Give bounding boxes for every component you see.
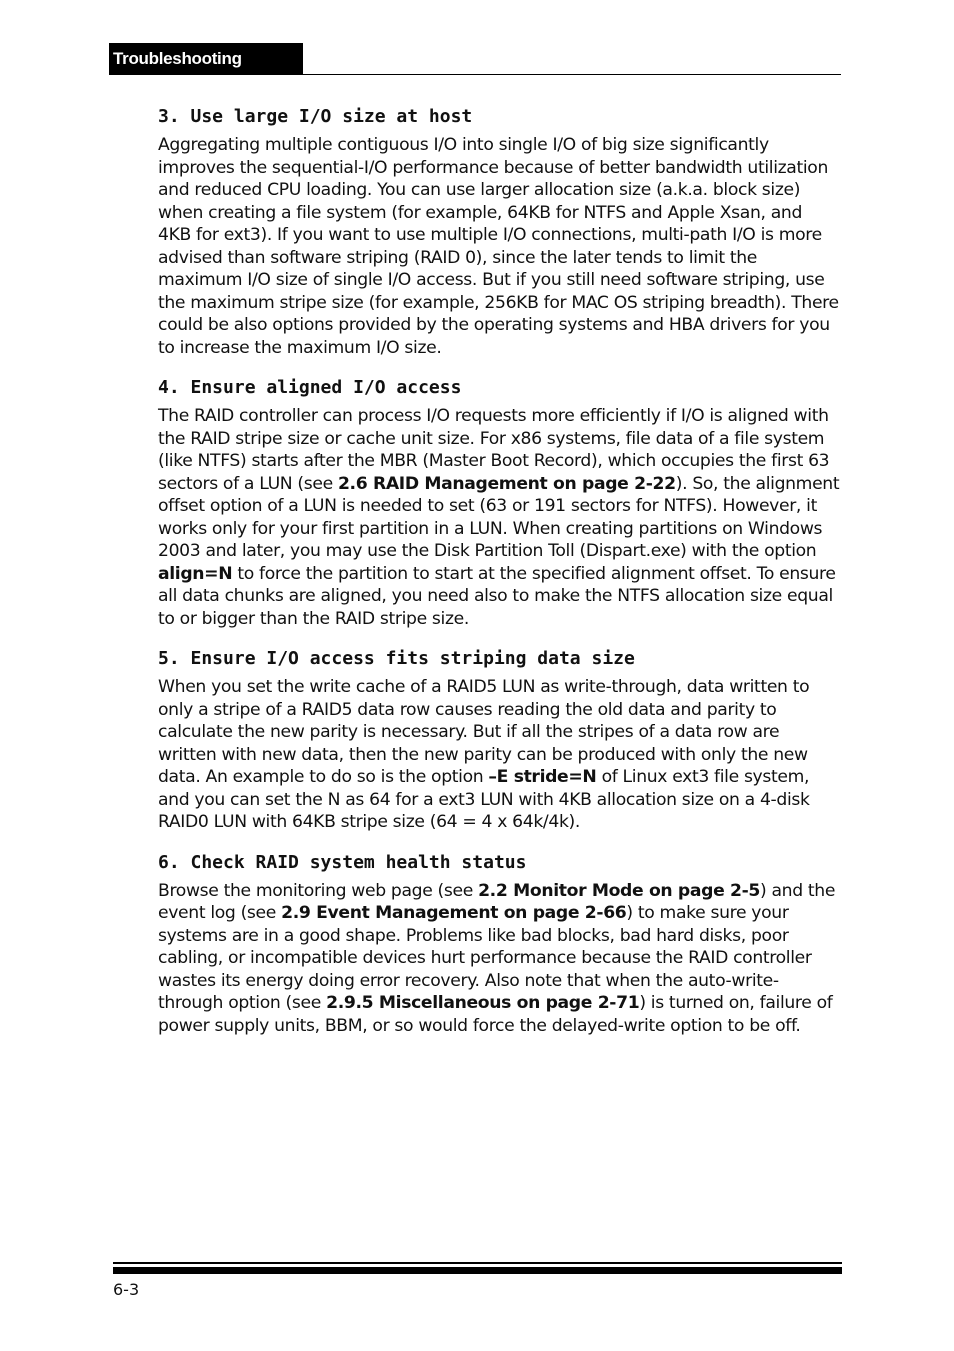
text-run: When you set the write cache of a RAID5 LUN as write-through, data written to only a stripe of a RAID5 data row causes reading the old data and parity to calculate the new parity is necessary. But if all the stripes of a data row are written with new data, then the new parity can be produced with only the new data. An example to do so is the option [158,677,810,787]
page-content [158,104,840,1053]
text-run: ) is turned on, failure of power supply units, BBM, or so would force the delayed-write option to be off. [158,993,833,1036]
section [158,646,840,834]
bold-reference: 2.9 Event Management on page 2-66 [281,903,627,923]
chapter-header-tab: Troubleshooting [109,43,303,75]
section-paragraph [158,880,840,1038]
section-title: 5. Ensure I/O access fits striping data size [158,648,635,669]
text-run: of Linux ext3 file system, and you can set the N as 64 for a ext3 LUN with 4KB allocation size on a 4-disk RAID0 LUN with 64KB stripe size (64 = 4 x 64k/4k). [158,767,810,832]
text-run: ) to make sure your systems are in a good shape. Problems like bad blocks, bad hard disks, poor cabling, or incompatible devices hurt performance because the RAID controller wastes its energy doing error recovery. Also note that when the auto-write-through option (see [158,903,812,1013]
section-paragraph [158,405,840,630]
section [158,104,840,359]
text-run: to force the partition to start at the specified alignment offset. To ensure all data chunks are aligned, you need also to make the NTFS allocation size equal to or bigger than the RAID stripe size. [158,563,836,629]
section [158,850,840,1038]
text-run: ) and the event log (see [158,880,836,923]
text-run: Aggregating multiple contiguous I/O into single I/O of big size significantly improves the sequential-I/O performance because of better bandwidth utilization and reduced CPU loading. You can use larger allocation size (a.k.a. block size) when creating a file system (for example, 64KB for NTFS and Apple Xsan, and 4KB for ext3). If you want to use multiple I/O connections, multi-path I/O is more advised than software striping (RAID 0), since the later tends to limit the maximum I/O size of single I/O access. But if you still need software striping, use the maximum stripe size (for example, 256KB for MAC OS striping breadth). There could be also options provided by the operating systems and HBA drivers for you to increase the maximum I/O size. [158,135,839,358]
section-paragraph [158,134,840,359]
section-paragraph [158,676,840,834]
header-rule [303,74,841,75]
bold-reference: –E stride=N [488,767,597,787]
bold-reference: 2.9.5 Miscellaneous on page 2-71 [326,993,640,1013]
text-run: Browse the monitoring web page (see [158,880,479,901]
section-title: 3. Use large I/O size at host [158,106,473,127]
bold-reference: align=N [158,563,233,584]
bold-reference: 2.2 Monitor Mode on page 2-5 [478,880,761,901]
text-run: ). So, the alignment offset option of a LUN is needed to set (63 or 191 sectors for NTFS). However, it works only for your first partition in a LUN. When creating partitions on Windows 2003 and later, you may use the Disk Partition Toll (Dispart.exe) with the option [158,473,840,561]
page-number: 6-3 [113,1280,140,1299]
section-title: 6. Check RAID system health status [158,851,527,873]
section [158,375,840,630]
footer-rule-thin [113,1262,842,1264]
bold-reference: 2.6 RAID Management on page 2-22 [337,473,676,494]
text-run: The RAID controller can process I/O requests more efficiently if I/O is aligned with the RAID stripe size or cache unit size. For x86 systems, file data of a file system (like NTFS) starts after the MBR (Master Boot Record), which occupies the first 63 sectors of a LUN (see [158,406,830,494]
footer-rule-thick [113,1267,842,1274]
section-title: 4. Ensure aligned I/O access [158,377,462,398]
